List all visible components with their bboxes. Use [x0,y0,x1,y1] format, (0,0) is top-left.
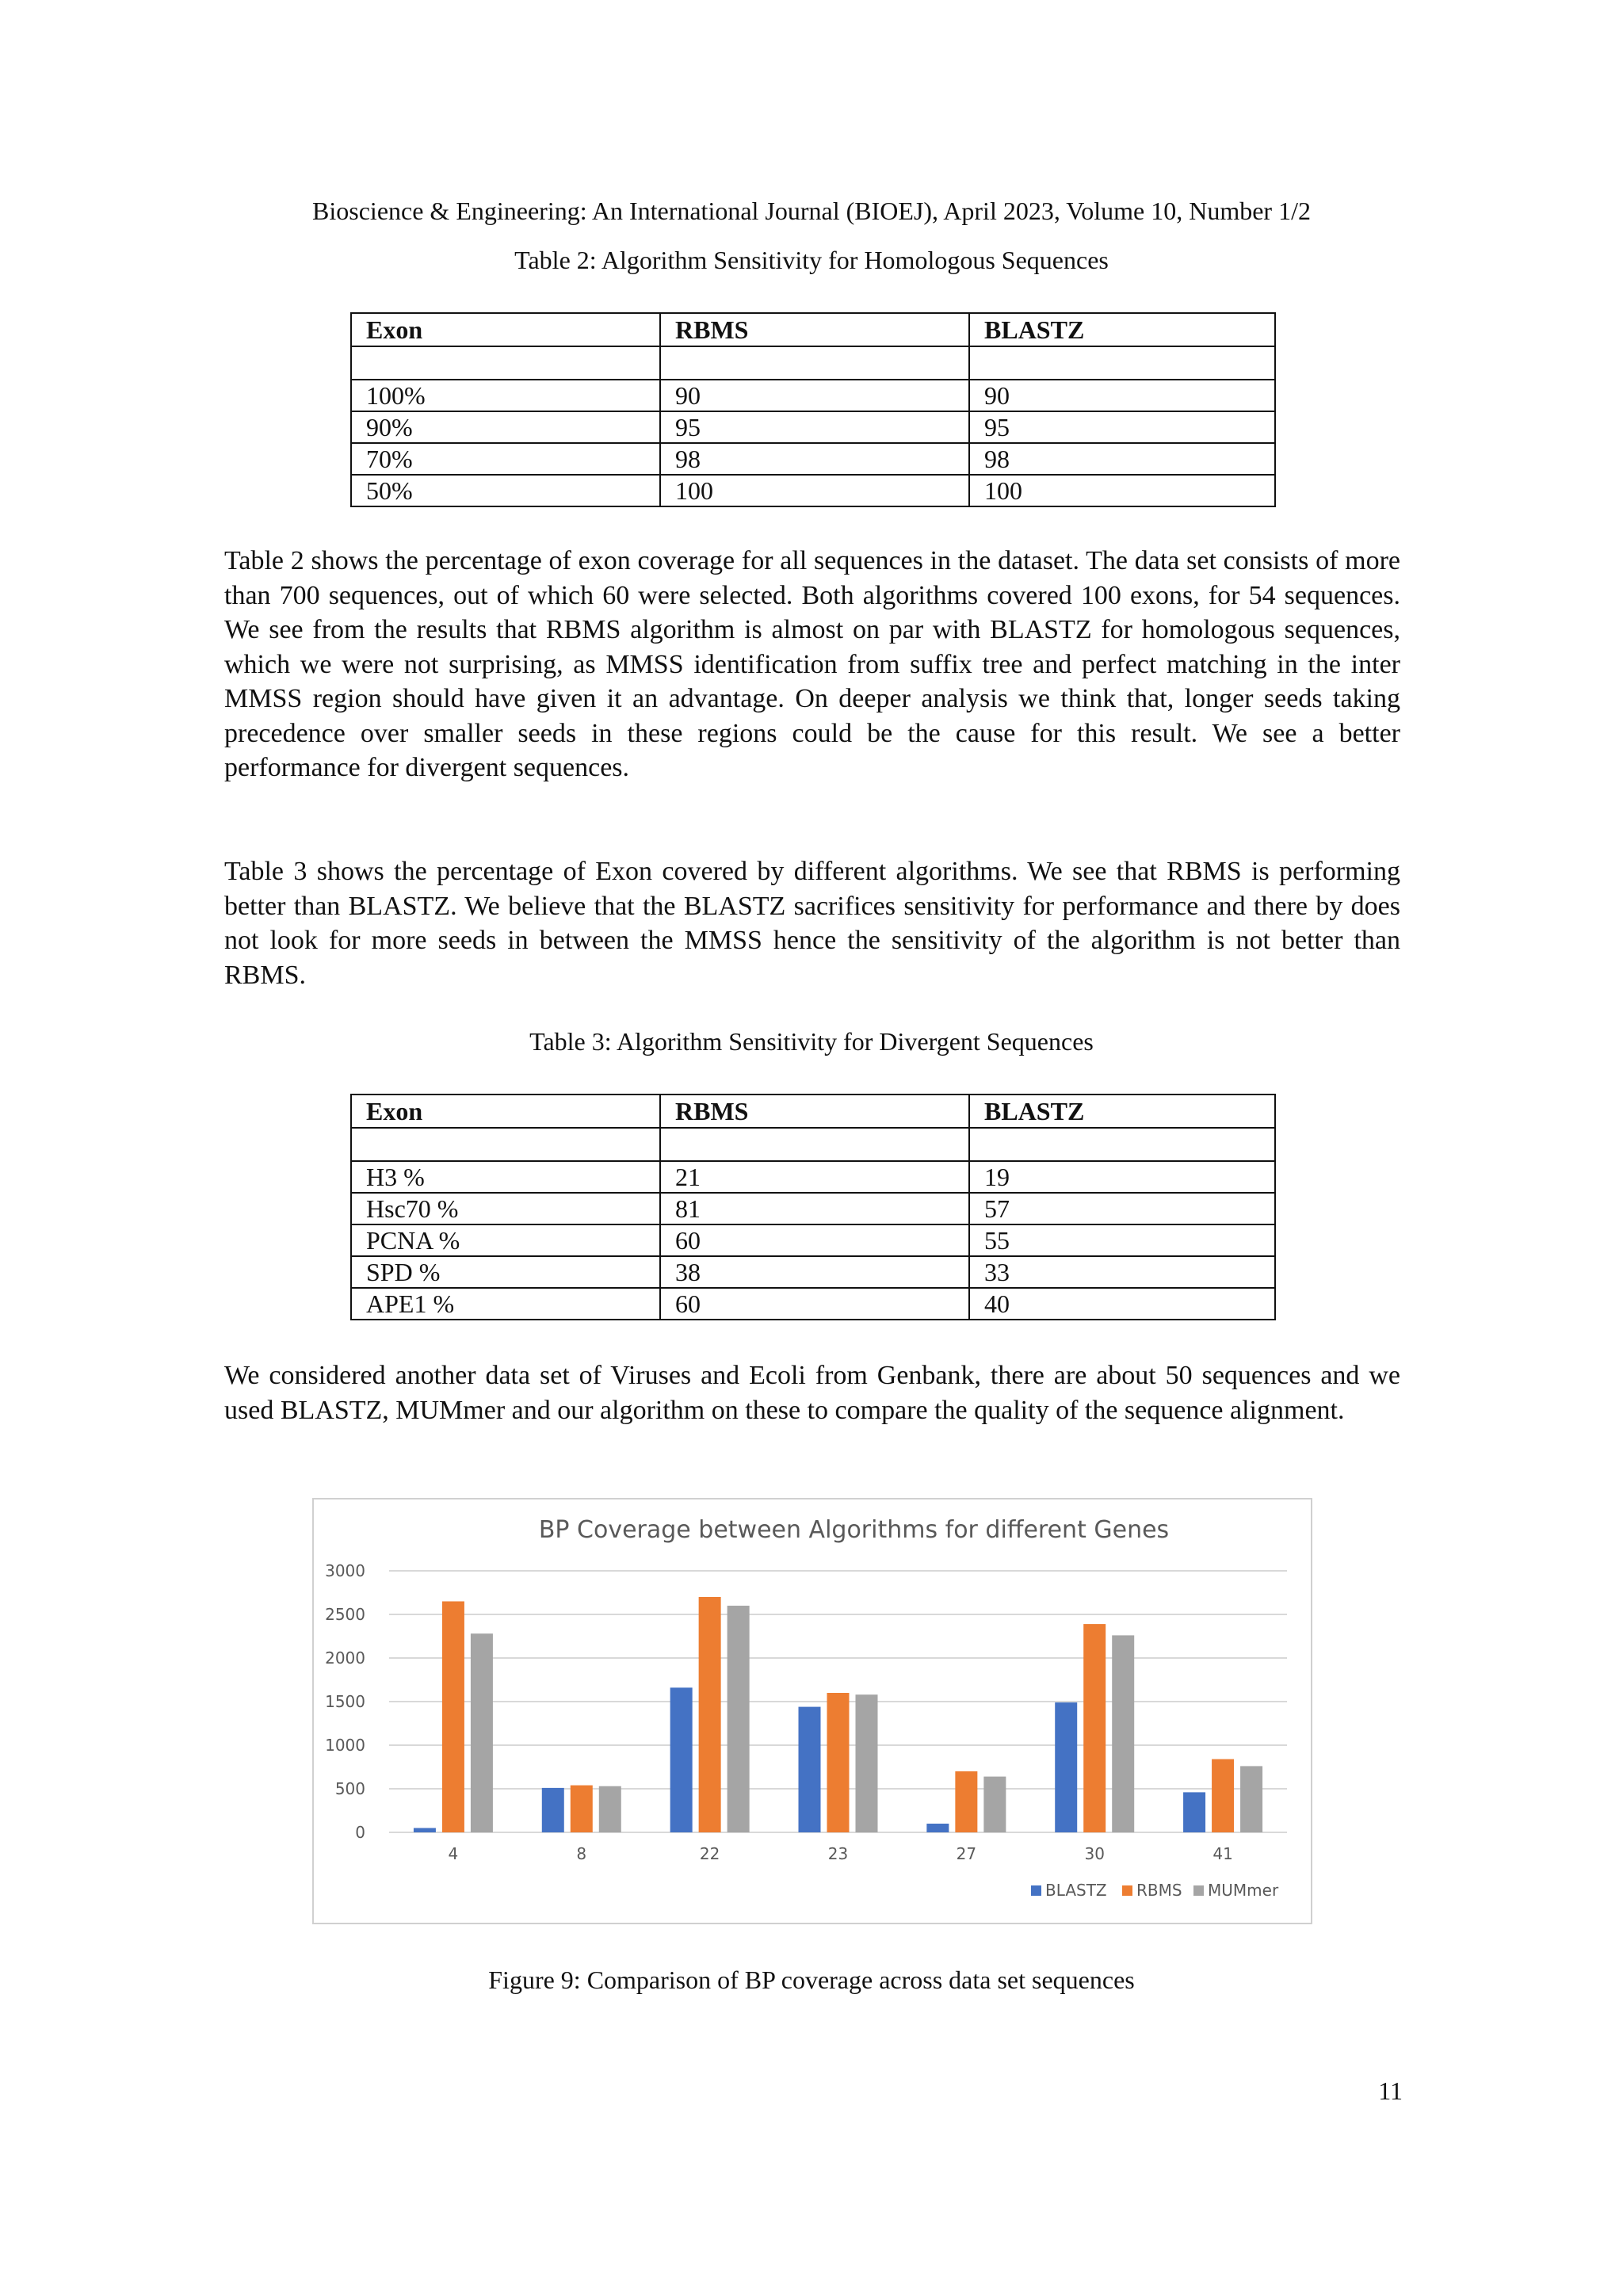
bar-blastz-4 [414,1828,436,1833]
header-cell: Exon [351,313,660,346]
bar-rbms-30 [1083,1624,1106,1832]
bar-blastz-23 [799,1707,821,1832]
table-cell: 21 [660,1161,969,1193]
bar-mummer-30 [1112,1635,1134,1832]
legend-swatch-rbms [1122,1885,1132,1896]
table-row [351,1161,1275,1193]
table-blank-row [351,346,1275,380]
legend-label-blastz: BLASTZ [1045,1881,1107,1900]
table-row [351,475,1275,506]
bar-rbms-4 [442,1602,464,1833]
bar-mummer-8 [599,1786,621,1832]
table-row [351,380,1275,411]
table-header-row [351,1095,1275,1128]
table-cell: 100% [351,380,660,411]
table-cell: 90 [660,380,969,411]
bar-rbms-41 [1212,1759,1234,1832]
bar-mummer-22 [727,1606,750,1832]
table-row [351,1224,1275,1256]
table-cell: H3 % [351,1161,660,1193]
x-tick-label: 4 [448,1844,459,1863]
x-tick-label: 23 [827,1844,849,1863]
table-cell: Hsc70 % [351,1193,660,1224]
y-tick-label: 2500 [325,1605,365,1624]
table-row [351,1256,1275,1288]
table-cell: 57 [969,1193,1275,1224]
x-tick-label: 41 [1212,1844,1233,1863]
bar-mummer-41 [1240,1766,1262,1832]
y-tick-label: 0 [355,1823,365,1842]
page-number: 11 [1378,2076,1403,2105]
table3 [350,1094,1276,1320]
legend-label-rbms: RBMS [1136,1881,1182,1900]
header-cell: BLASTZ [969,1095,1275,1128]
bar-blastz-27 [926,1824,949,1832]
x-tick-label: 22 [699,1844,720,1863]
table-cell: APE1 % [351,1288,660,1320]
table-cell: 19 [969,1161,1275,1193]
bar-blastz-22 [670,1687,693,1832]
bar-rbms-22 [699,1597,721,1832]
table-cell: 95 [969,411,1275,443]
y-tick-label: 1000 [325,1736,365,1755]
table-cell: 90% [351,411,660,443]
table-cell: 50% [351,475,660,506]
table-header-row [351,313,1275,346]
paragraph-dataset-intro: We considered another data set of Viruses and Ecoli from Genbank, there are about 50 sequences and we used BLASTZ, MUMmer and our algorithm on these to compare the quality of the sequence alignment. [224,1361,1400,1425]
bar-mummer-27 [983,1777,1006,1832]
bar-mummer-4 [471,1633,493,1832]
legend-swatch-mummer [1193,1885,1204,1896]
table-row [351,443,1275,475]
bar-blastz-8 [542,1788,564,1832]
header-cell: RBMS [660,1095,969,1128]
header-cell: Exon [351,1095,660,1128]
table-cell: 95 [660,411,969,443]
running-header: Bioscience & Engineering: An International Journal (BIOEJ), April 2023, Volume 10, Number 1/2 [312,197,1311,225]
paragraph-table2-discussion: Table 2 shows the percentage of exon coverage for all sequences in the dataset. The data set consists of more than 700 sequences, out of which 60 were selected. Both algorithms covered 100 exons, for 54 sequences. We see from the results that RBMS algorithm is almost on par with BLASTZ for homologous sequences, which we were not surprising, as MMSS identification from suffix tree and perfect matching in the inter MMSS region should have given it an advantage. On deeper analysis we think that, longer seeds taking precedence over smaller seeds in these regions could be the cause for this result. We see a better performance for divergent sequences. [224,546,1400,782]
chart-title: BP Coverage between Algorithms for different Genes [538,1516,1170,1544]
table-cell: 40 [969,1288,1275,1320]
bar-blastz-30 [1055,1702,1077,1832]
table2-caption: Table 2: Algorithm Sensitivity for Homologous Sequences [514,246,1109,274]
header-cell: BLASTZ [969,313,1275,346]
bar-mummer-23 [856,1694,878,1832]
y-tick-label: 3000 [325,1561,365,1580]
figure-9-frame [312,1498,1312,1924]
table-cell: SPD % [351,1256,660,1288]
table-cell: 60 [660,1288,969,1320]
x-tick-label: 30 [1084,1844,1105,1863]
table-cell: 60 [660,1224,969,1256]
table-blank-row [351,1128,1275,1161]
table3-caption: Table 3: Algorithm Sensitivity for Divergent Sequences [529,1027,1094,1056]
bar-chart [314,1499,1311,1923]
table-cell: 100 [660,475,969,506]
table2 [350,312,1276,507]
y-tick-label: 2000 [325,1648,365,1668]
table-row [351,411,1275,443]
bar-rbms-27 [955,1771,977,1832]
y-tick-label: 500 [334,1779,365,1798]
table-cell: 98 [969,443,1275,475]
table-cell: 33 [969,1256,1275,1288]
y-tick-label: 1500 [325,1692,365,1711]
figure-caption: Figure 9: Comparison of BP coverage across data set sequences [488,1966,1135,1994]
legend-label-mummer: MUMmer [1208,1881,1279,1900]
table-row [351,1193,1275,1224]
table-row [351,1288,1275,1320]
table-cell: 70% [351,443,660,475]
table-cell: PCNA % [351,1224,660,1256]
table-cell: 81 [660,1193,969,1224]
table-cell: 55 [969,1224,1275,1256]
bar-rbms-8 [571,1786,593,1832]
bar-rbms-23 [827,1693,850,1832]
legend-swatch-blastz [1031,1885,1041,1896]
table-cell: 38 [660,1256,969,1288]
x-tick-label: 8 [576,1844,587,1863]
table-cell: 98 [660,443,969,475]
header-cell: RBMS [660,313,969,346]
paragraph-table3-discussion: Table 3 shows the percentage of Exon covered by different algorithms. We see that RBMS is performing better than BLASTZ. We believe that the BLASTZ sacrifices sensitivity for performance and there by does not look for more seeds in between the MMSS hence the sensitivity of the algorithm is not better than RBMS. [224,857,1400,990]
bar-blastz-41 [1183,1792,1205,1832]
table-cell: 100 [969,475,1275,506]
table-cell: 90 [969,380,1275,411]
x-tick-label: 27 [956,1844,977,1863]
